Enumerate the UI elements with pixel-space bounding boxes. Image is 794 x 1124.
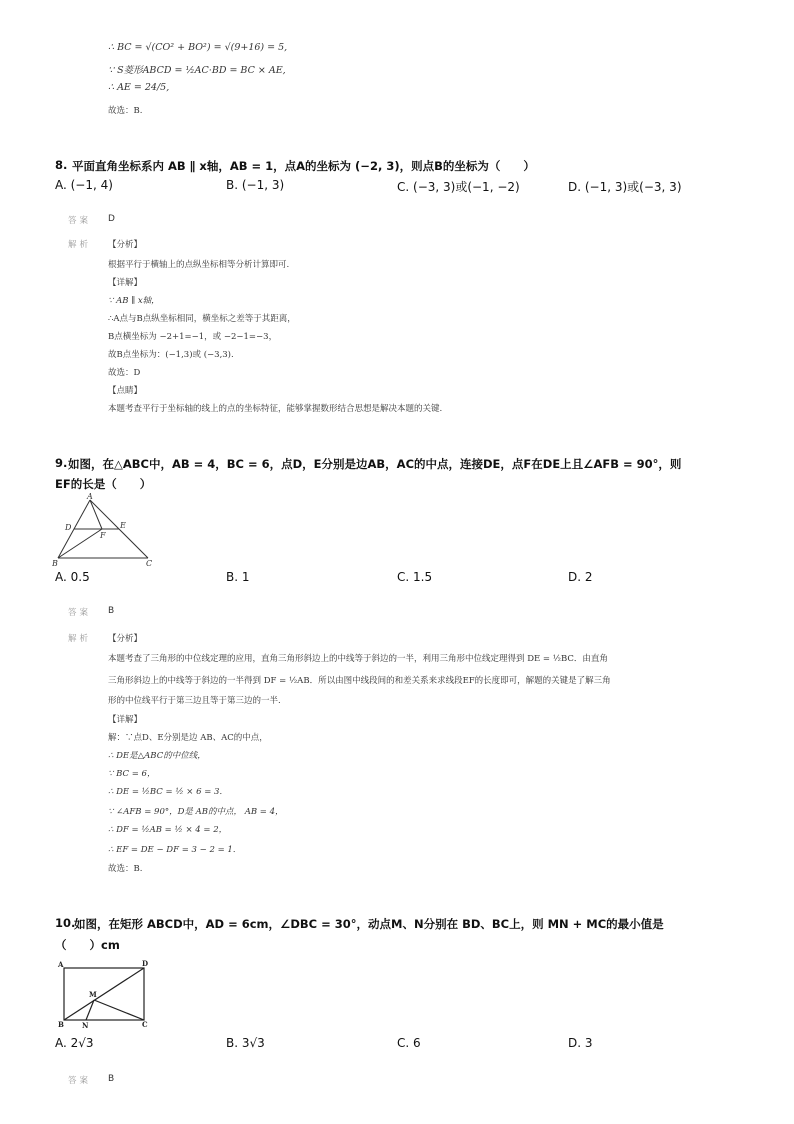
q9-analysis-6: ∴ DE是△ABC的中位线， bbox=[108, 751, 206, 761]
q9-stem-line-1: 如图，在△ABC中，AB = 4，BC = 6，点D，E分别是边AB，AC的中点，连接DE，点F在DE上且∠AFB = 90°，则 bbox=[68, 457, 682, 471]
q9-label-f: F bbox=[100, 531, 106, 540]
q9-triangle-figure bbox=[52, 492, 162, 567]
q8-option-a[interactable]: A. (−1, 4) bbox=[55, 178, 113, 192]
q9-label-d: D bbox=[65, 523, 72, 532]
q8-option-c[interactable]: C. (−3, 3)或(−1, −2) bbox=[397, 180, 520, 194]
q10-option-c[interactable]: C. 6 bbox=[397, 1036, 421, 1050]
q8-stem: 平面直角坐标系内 AB ∥ x轴，AB = 1，点A的坐标为 (−2, 3)，则点B的坐标为（ ） bbox=[72, 159, 535, 173]
q9-label-e: E bbox=[120, 521, 126, 530]
q8-analysis-label: 解析 bbox=[68, 240, 92, 250]
q8-analysis-1: 根据平行于横轴上的点纵坐标相等分析计算即可. bbox=[108, 260, 290, 270]
q10-option-a[interactable]: A. 2√3 bbox=[55, 1036, 94, 1050]
q9-option-c[interactable]: C. 1.5 bbox=[397, 570, 433, 584]
q9-analysis-2: 三角形斜边上的中线等于斜边的一半得到 DF = ½AB．所以由图中线段间的和差关系来求线段EF的长度即可，解题的关键是了解三角 bbox=[108, 676, 611, 686]
q10-option-b[interactable]: B. 3√3 bbox=[226, 1036, 265, 1050]
q8-option-b[interactable]: B. (−1, 3) bbox=[226, 178, 285, 192]
q9-analysis-9: ∵ ∠AFB = 90°，D是 AB的中点， AB = 4， bbox=[108, 807, 284, 817]
q9-analysis-11: ∴ EF = DE − DF = 3 − 2 = 1． bbox=[108, 845, 242, 855]
q10-answer-label: 答案 bbox=[68, 1076, 92, 1086]
q10-label-n: N bbox=[82, 1021, 89, 1030]
q9-stem-line-2: EF的长是（ ） bbox=[55, 477, 152, 491]
q9-analysis-8: ∴ DE = ½BC = ½ × 6 = 3． bbox=[108, 787, 228, 797]
prev-line-2: ∵ S菱形ABCD = ½AC·BD = BC × AE, bbox=[108, 65, 286, 76]
prev-line-1: ∴ BC = √(CO² + BO²) = √(9+16) = 5, bbox=[108, 42, 288, 53]
q8-analysis-8: 【点睛】 bbox=[108, 386, 143, 396]
q8-analysis-5: B点横坐标为 −2+1=−1，或 −2−1=−3， bbox=[108, 332, 278, 342]
q8-analysis-3: ∵ AB ∥ x轴， bbox=[108, 296, 160, 306]
q9-label-a: A bbox=[87, 492, 93, 501]
q9-label-b: B bbox=[52, 559, 58, 567]
q9-answer-label: 答案 bbox=[68, 608, 92, 618]
q9-analysis-7: ∵ BC = 6， bbox=[108, 769, 156, 779]
q8-analysis-2: 【详解】 bbox=[108, 278, 143, 288]
q9-option-a[interactable]: A. 0.5 bbox=[55, 570, 90, 584]
q9-analysis-0: 【分析】 bbox=[108, 634, 143, 644]
q9-option-b[interactable]: B. 1 bbox=[226, 570, 250, 584]
q9-analysis-12: 故选：B. bbox=[108, 864, 143, 874]
q10-label-d: D bbox=[142, 959, 149, 968]
q9-analysis-1: 本题考查了三角形的中位线定理的应用，直角三角形斜边上的中线等于斜边的一半，利用三角形中位线定理得到 DE = ½BC．由直角 bbox=[108, 654, 608, 664]
q10-rectangle-figure bbox=[56, 958, 152, 1030]
q10-stem-line-1: 如图，在矩形 ABCD中，AD = 6cm，∠DBC = 30°，动点M、N分别在 BD、BC上，则 MN + MC的最小值是 bbox=[74, 917, 664, 931]
q9-answer: B bbox=[108, 606, 115, 616]
q8-analysis-7: 故选：D bbox=[108, 368, 141, 378]
q9-analysis-4: 【详解】 bbox=[108, 715, 143, 725]
q8-number: 8. bbox=[55, 158, 68, 172]
q9-analysis-label: 解析 bbox=[68, 634, 92, 644]
prev-line-4: 故选：B. bbox=[108, 106, 143, 116]
q8-answer-label: 答案 bbox=[68, 216, 92, 226]
q9-analysis-10: ∴ DF = ½AB = ½ × 4 = 2， bbox=[108, 825, 228, 835]
q8-analysis-0: 【分析】 bbox=[108, 240, 143, 250]
q8-option-d[interactable]: D. (−1, 3)或(−3, 3) bbox=[568, 180, 682, 194]
q9-label-c: C bbox=[146, 559, 153, 567]
q10-label-a: A bbox=[58, 960, 64, 969]
q9-number: 9. bbox=[55, 456, 68, 470]
q10-number: 10. bbox=[55, 916, 76, 930]
q10-option-d[interactable]: D. 3 bbox=[568, 1036, 593, 1050]
q9-analysis-5: 解：∵点D、E分别是边 AB、AC的中点， bbox=[108, 733, 268, 743]
q10-label-b: B bbox=[58, 1020, 64, 1029]
q8-analysis-9: 本题考查平行于坐标轴的线上的点的坐标特征，能够掌握数形结合思想是解决本题的关键. bbox=[108, 404, 443, 414]
q8-analysis-4: ∴A点与B点纵坐标相同，横坐标之差等于其距离， bbox=[108, 314, 296, 324]
q8-analysis-6: 故B点坐标为：(−1,3)或 (−3,3). bbox=[108, 350, 234, 360]
q10-label-m: M bbox=[89, 990, 97, 999]
q10-answer: B bbox=[108, 1074, 115, 1084]
q9-option-d[interactable]: D. 2 bbox=[568, 570, 593, 584]
q9-analysis-3: 形的中位线平行于第三边且等于第三边的一半. bbox=[108, 696, 281, 706]
q8-answer: D bbox=[108, 214, 115, 224]
prev-line-3: ∴ AE = 24/5, bbox=[108, 82, 170, 93]
q10-label-c: C bbox=[142, 1020, 148, 1029]
q10-stem-line-2: （ ）cm bbox=[55, 938, 120, 952]
